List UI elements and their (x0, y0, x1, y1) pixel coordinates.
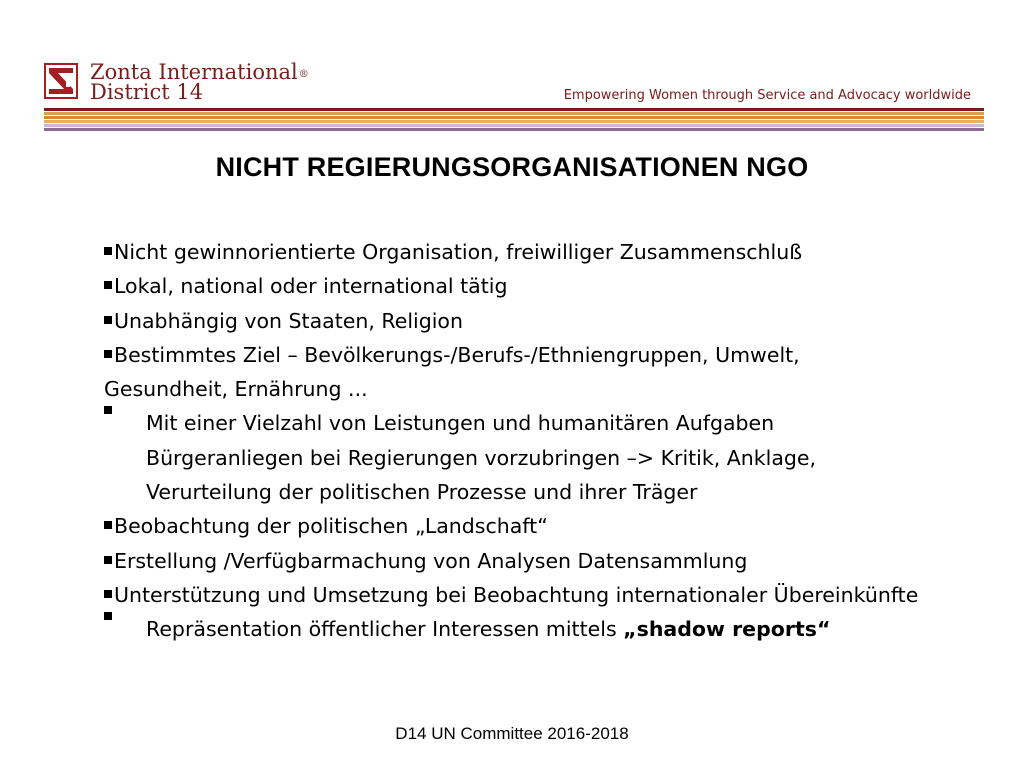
zonta-logo-icon (46, 65, 76, 97)
header-stripe (44, 128, 984, 131)
square-bullet-icon (104, 590, 112, 598)
list-item (104, 269, 924, 303)
slide-footer: D14 UN Committee 2016-2018 (395, 724, 629, 743)
square-bullet-icon (104, 556, 112, 564)
square-bullet-icon (104, 316, 112, 324)
header-stripe (44, 120, 984, 123)
list-item-text: Repräsentation öffentlicher Interessen mittels (146, 617, 624, 642)
list-item (104, 304, 924, 338)
header-stripes (44, 108, 984, 132)
header-stripe (44, 116, 984, 119)
square-bullet-icon (104, 350, 112, 358)
tagline: Empowering Women through Service and Advocacy worldwide (563, 88, 971, 103)
registered-mark: ® (298, 69, 309, 80)
list-item (104, 544, 924, 578)
list-item (104, 509, 924, 543)
slide-title: NICHT REGIERUNGSORGANISATIONEN NGO (215, 152, 809, 182)
slide-header (0, 0, 1024, 140)
header-stripe (44, 124, 984, 127)
header-stripe (44, 112, 984, 115)
list-item-text: Lokal, national oder international tätig (114, 274, 508, 299)
square-bullet-icon (104, 612, 112, 620)
list-item (104, 406, 924, 509)
square-bullet-icon (104, 281, 112, 289)
list-item (104, 612, 924, 646)
square-bullet-icon (104, 521, 112, 529)
list-item-text: Beobachtung der politischen „Landschaft“ (114, 514, 548, 539)
list-item (104, 338, 924, 407)
list-item-text: Bestimmtes Ziel – Bevölkerungs-/Berufs-/Ethniengruppen, Umwelt, Gesundheit, Ernährung ... (104, 342, 800, 402)
zonta-logo (44, 63, 78, 99)
list-item (104, 235, 924, 269)
list-item-text: Mit einer Vielzahl von Leistungen und humanitären Aufgaben Bürgeranliegen bei Regierungen vorzubringen –> Kritik, Anklage, Verurteilung der politischen Prozesse und ihrer Träger (146, 411, 817, 505)
list-item-bold-text: „shadow reports“ (623, 617, 831, 642)
list-item-text: Erstellung /Verfügbarmachung von Analysen Datensammlung (114, 548, 748, 573)
list-item (104, 578, 924, 612)
list-item-text: Unterstützung und Umsetzung bei Beobachtung internationaler Übereinkünfte (114, 582, 919, 607)
square-bullet-icon (104, 247, 112, 255)
list-item-text: Nicht gewinnorientierte Organisation, freiwilliger Zusammenschluß (114, 240, 803, 264)
header-stripe (44, 108, 984, 111)
bullet-list (104, 235, 924, 647)
org-name: Zonta International® (90, 60, 309, 84)
district-name: District 14 (90, 80, 204, 104)
list-item-text: Unabhängig von Staaten, Religion (114, 308, 463, 333)
square-bullet-icon (104, 406, 112, 414)
